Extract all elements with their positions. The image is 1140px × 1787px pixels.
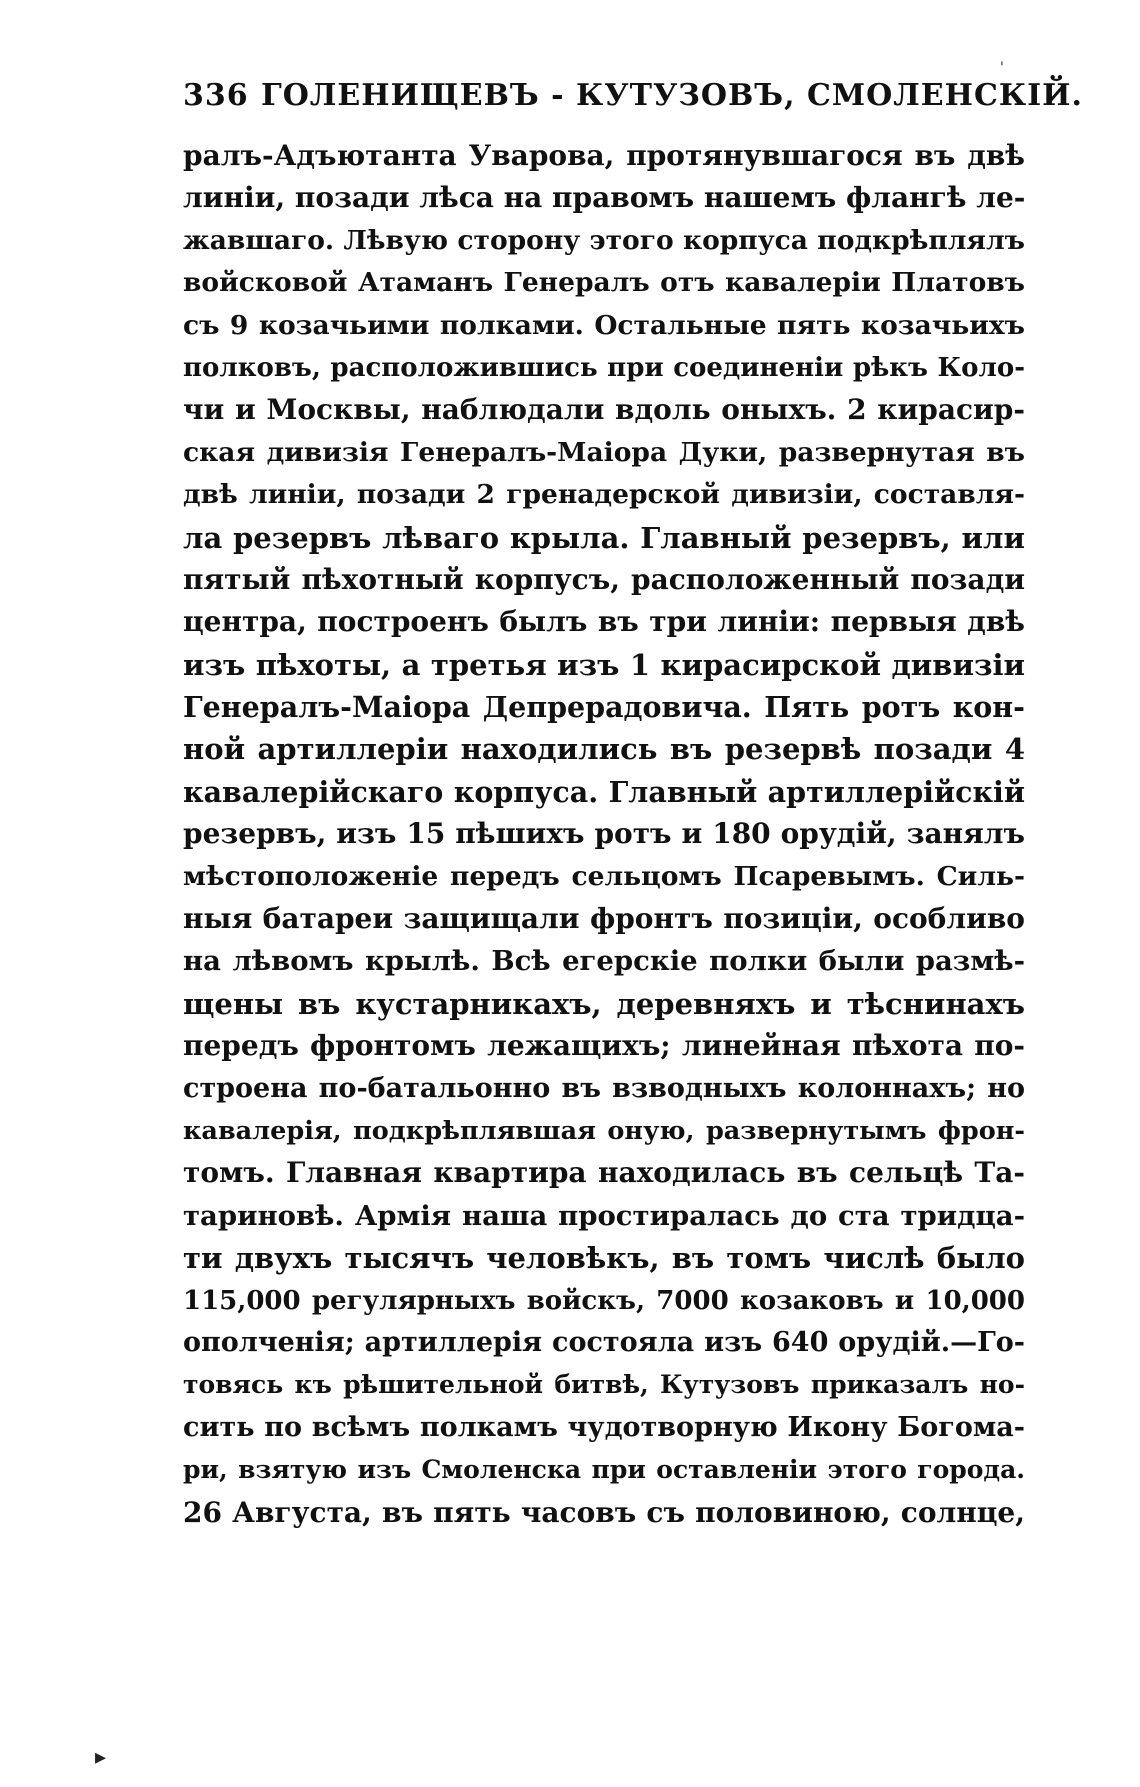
text-line: полковъ, расположившись при соединеніи рѣкъ Коло- xyxy=(183,352,1025,383)
text-line: центра, построенъ былъ въ три линіи: первыя двѣ xyxy=(183,605,1025,639)
text-line: Генералъ-Маіора Депрерадовича. Пять ротъ кон- xyxy=(183,690,1025,725)
text-line: ополченія; артиллерія состояла изъ 640 орудій.—Го- xyxy=(183,1326,1025,1358)
text-line: войсковой Атаманъ Генералъ отъ кавалеріи Платовъ xyxy=(183,267,1025,299)
text-line: чи и Москвы, наблюдали вдоль оныхъ. 2 кирасир- xyxy=(183,393,1025,427)
text-line: ти двухъ тысячъ человѣкъ, въ томъ числѣ было xyxy=(183,1241,1025,1276)
text-line: 115,000 регулярныхъ войскъ, 7000 козаковъ и 10,000 xyxy=(183,1285,1025,1316)
text-line: мѣстоположеніе передъ сельцомъ Псаревымъ. Силь- xyxy=(183,860,1025,892)
body-text xyxy=(183,135,1025,1534)
text-line: ская дивизія Генералъ-Маіора Дуки, развернутая въ xyxy=(183,436,1025,468)
text-line: съ 9 козачьими полками. Остальные пять козачьихъ xyxy=(183,309,1025,341)
text-line: изъ пѣхоты, а третья изъ 1 кирасирской дивизіи xyxy=(183,647,1025,682)
text-line: щены въ кустарникахъ, деревняхъ и тѣснинахъ xyxy=(183,986,1025,1021)
text-line: сить по всѣмъ полкамъ чудотворную Икону Богома- xyxy=(183,1411,1025,1443)
text-line: строена по-батальонно въ взводныхъ колоннахъ; но xyxy=(183,1072,1025,1104)
text-line: ной артиллеріи находились въ резервѣ позади 4 xyxy=(183,732,1025,767)
text-line: ралъ-Адъютанта Уварова, протянувшагося въ двѣ xyxy=(183,139,1025,172)
text-line: кавалерія, подкрѣплявшая оную, развернутымъ фрон- xyxy=(183,1115,1025,1146)
scan-speck: ▸ xyxy=(95,1745,107,1770)
text-line: пятый пѣхотный корпусъ, расположенный позади xyxy=(183,562,1025,596)
text-line: жавшаго. Лѣвую сторону этого корпуса подкрѣплялъ xyxy=(183,224,1025,256)
text-line: тариновѣ. Армія наша простиралась до ста тридца- xyxy=(183,1199,1025,1232)
text-line: ныя батареи защищали фронтъ позиціи, особливо xyxy=(183,902,1025,936)
text-line: ри, взятую изъ Смоленска при оставленіи этого города. xyxy=(183,1455,1025,1485)
text-line: 26 Августа, въ пять часовъ съ половиною, солнце, xyxy=(183,1495,1025,1529)
text-line: передъ фронтомъ лежащихъ; линейная пѣхота по- xyxy=(183,1029,1025,1063)
scan-speck: ' xyxy=(1000,60,1004,76)
running-title: ГОЛЕНИЩЕВЪ - КУТУЗОВЪ, СМОЛЕНСКІЙ. xyxy=(261,78,1083,113)
text-line: товясь къ рѣшительной битвѣ, Кутузовъ приказалъ но- xyxy=(183,1370,1025,1400)
page-header xyxy=(183,78,1083,122)
text-line: ла резервъ лѣваго крыла. Главный резервъ, или xyxy=(183,520,1025,555)
text-line: кавалерійскаго корпуса. Главный артиллерійскій xyxy=(183,774,1025,809)
text-line: томъ. Главная квартира находилась въ сельцѣ Та- xyxy=(183,1156,1025,1190)
text-line: на лѣвомъ крылѣ. Всѣ егерскіе полки были размѣ- xyxy=(183,945,1025,978)
text-line: линіи, позади лѣса на правомъ нашемъ флангѣ ле- xyxy=(183,181,1025,215)
text-line: двѣ линіи, позади 2 гренадерской дивизіи, составля- xyxy=(183,479,1025,511)
text-line: резервъ, изъ 15 пѣшихъ ротъ и 180 орудій, занялъ xyxy=(183,817,1025,851)
page-number: 336 xyxy=(183,78,249,113)
